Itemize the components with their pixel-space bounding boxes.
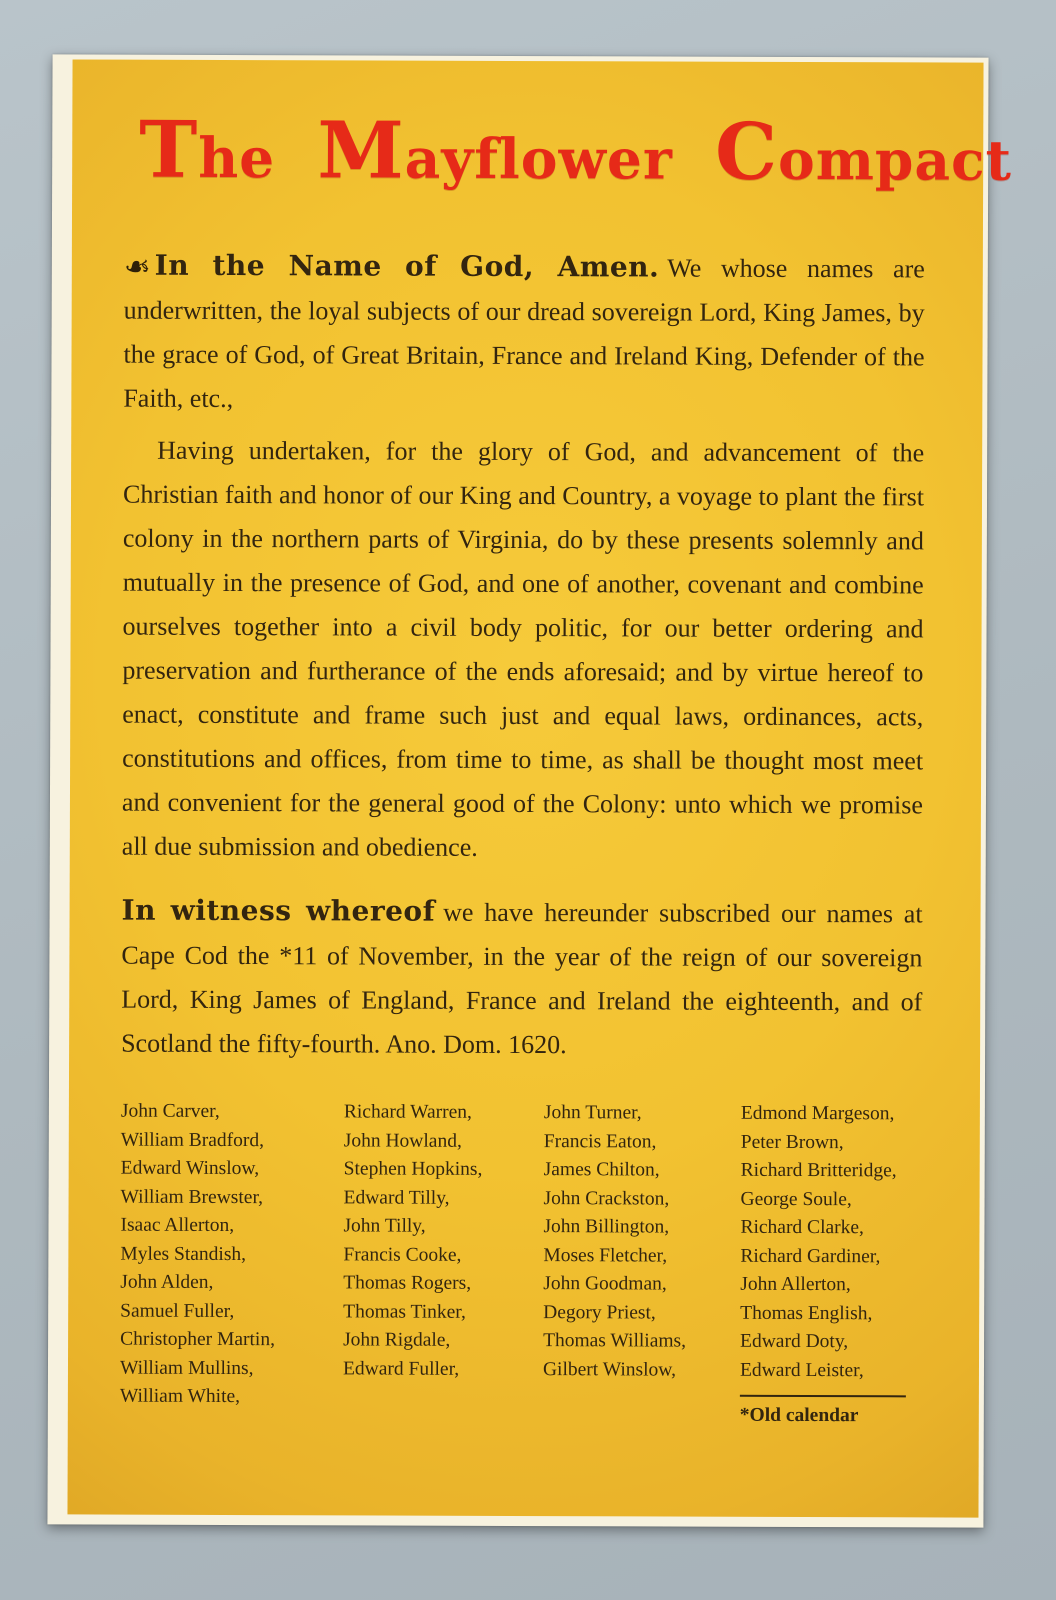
title-initial: C xyxy=(714,106,779,198)
page-title xyxy=(124,104,1013,198)
signature-name: Thomas Tinker, xyxy=(343,1300,466,1323)
title-rest: he xyxy=(198,124,276,191)
signature-name: John Goodman, xyxy=(543,1273,667,1295)
signature-name: Richard Clarke, xyxy=(740,1216,864,1239)
title-initial: M xyxy=(317,105,405,197)
signature-name: Christopher Martin, xyxy=(120,1328,276,1351)
signature-name: Peter Brown, xyxy=(740,1131,844,1153)
title-word xyxy=(317,105,673,197)
gothic-lead-witness: In witness whereof xyxy=(121,893,436,928)
signature-name: John Rigdale, xyxy=(343,1329,451,1351)
signature-name: Richard Gardiner, xyxy=(740,1245,881,1267)
title-word xyxy=(714,106,1013,198)
signature-column xyxy=(343,1098,544,1429)
signature-column xyxy=(120,1098,344,1429)
signature-name: Edward Doty, xyxy=(740,1330,849,1353)
signature-name: Thomas English, xyxy=(740,1302,873,1324)
signature-name: John Allerton, xyxy=(740,1273,851,1296)
signature-name: John Carver, xyxy=(120,1100,220,1122)
signature-name: William Bradford, xyxy=(120,1129,265,1151)
signature-column xyxy=(740,1100,922,1431)
signature-name: Stephen Hopkins, xyxy=(343,1158,483,1180)
signature-name: Thomas Williams, xyxy=(543,1330,687,1352)
signature-name: Degory Priest, xyxy=(543,1301,656,1323)
footnote: *Old calendar xyxy=(739,1404,859,1427)
signature-name: Francis Eaton, xyxy=(543,1130,657,1152)
signature-name: Myles Standish, xyxy=(120,1243,247,1265)
title-rest: ompact xyxy=(777,126,1013,193)
invocation-body-text: We whose names are underwritten, the loyal subjects of our dread sovereign Lord, King James, by the grace of God, of Great Britain, France and Ireland King, Defender of the Faith, etc., xyxy=(123,253,925,414)
signature-name: William Mullins, xyxy=(119,1357,254,1379)
compact-body-paragraph: Having undertaken, for the glory of God, and advancement of the Christian faith and honor of our King and Country, a voyage to plant the first colony in the northern parts of Virginia, do by these presents solemnly and mutually in the presence of God, and one of another, covenant and combine ourselves together into a civil body politic, for our better ordering and preservation and furtherance of the ends aforesaid; and by virtue hereof to enact, constitute and frame such just and equal laws, ordinances, acts, constitutions and offices, from time to time, as shall be thought most meet and convenient for the general good of the Colony: unto which we promise all due submission and obedience. xyxy=(121,435,925,862)
signature-name: John Billington, xyxy=(543,1216,670,1238)
signature-name: James Chilton, xyxy=(543,1159,660,1181)
signature-name: Thomas Rogers, xyxy=(343,1272,472,1294)
gothic-lead-invocation: In the Name of God, Amen. xyxy=(154,248,660,284)
signature-name: Edmond Margeson, xyxy=(740,1102,895,1125)
signature-name: Moses Fletcher, xyxy=(543,1244,668,1267)
invocation-paragraph xyxy=(123,244,925,424)
signature-name: John Howland, xyxy=(343,1129,462,1152)
signature-name: Richard Warren, xyxy=(343,1101,472,1123)
signature-name: Edward Fuller, xyxy=(342,1357,460,1380)
signature-name: Edward Tilly, xyxy=(343,1186,450,1209)
signature-name: Samuel Fuller, xyxy=(120,1300,235,1322)
signature-columns xyxy=(120,1098,922,1431)
signature-name: George Soule, xyxy=(740,1188,852,1210)
postcard-face xyxy=(67,59,1013,1517)
witness-paragraph xyxy=(121,889,923,1069)
witness-body-text: we have hereunder subscribed our names at Cape Cod the *11 of November, in the year of the reign of our sovereign Lord, King James of England, France and Ireland the eighteenth, and of Scotland the fifty-fourth. Ano. Dom. 1620. xyxy=(121,897,923,1060)
title-word xyxy=(139,104,276,196)
signature-name: John Turner, xyxy=(543,1102,642,1124)
signature-name: Isaac Allerton, xyxy=(120,1214,235,1237)
signature-name: William Brewster, xyxy=(120,1186,264,1208)
signature-name: John Alden, xyxy=(120,1271,214,1293)
signature-name: Francis Cooke, xyxy=(343,1243,462,1266)
signature-name: William White, xyxy=(119,1385,241,1408)
signature-name: Edward Leister, xyxy=(739,1359,864,1381)
signature-name: John Crackston, xyxy=(543,1187,670,1210)
compact-text xyxy=(121,244,925,1069)
footnote-divider xyxy=(740,1395,906,1398)
title-initial: T xyxy=(139,104,199,196)
signature-name: Gilbert Winslow, xyxy=(542,1358,677,1381)
signature-name: Edward Winslow, xyxy=(120,1157,260,1180)
signature-column xyxy=(543,1099,741,1430)
signature-name: John Tilly, xyxy=(343,1215,426,1237)
flourish-icon: ❧ xyxy=(123,248,151,285)
postcard xyxy=(47,54,1013,1527)
signature-name: Richard Britteridge, xyxy=(740,1159,897,1182)
title-rest: ayflower xyxy=(404,125,673,192)
